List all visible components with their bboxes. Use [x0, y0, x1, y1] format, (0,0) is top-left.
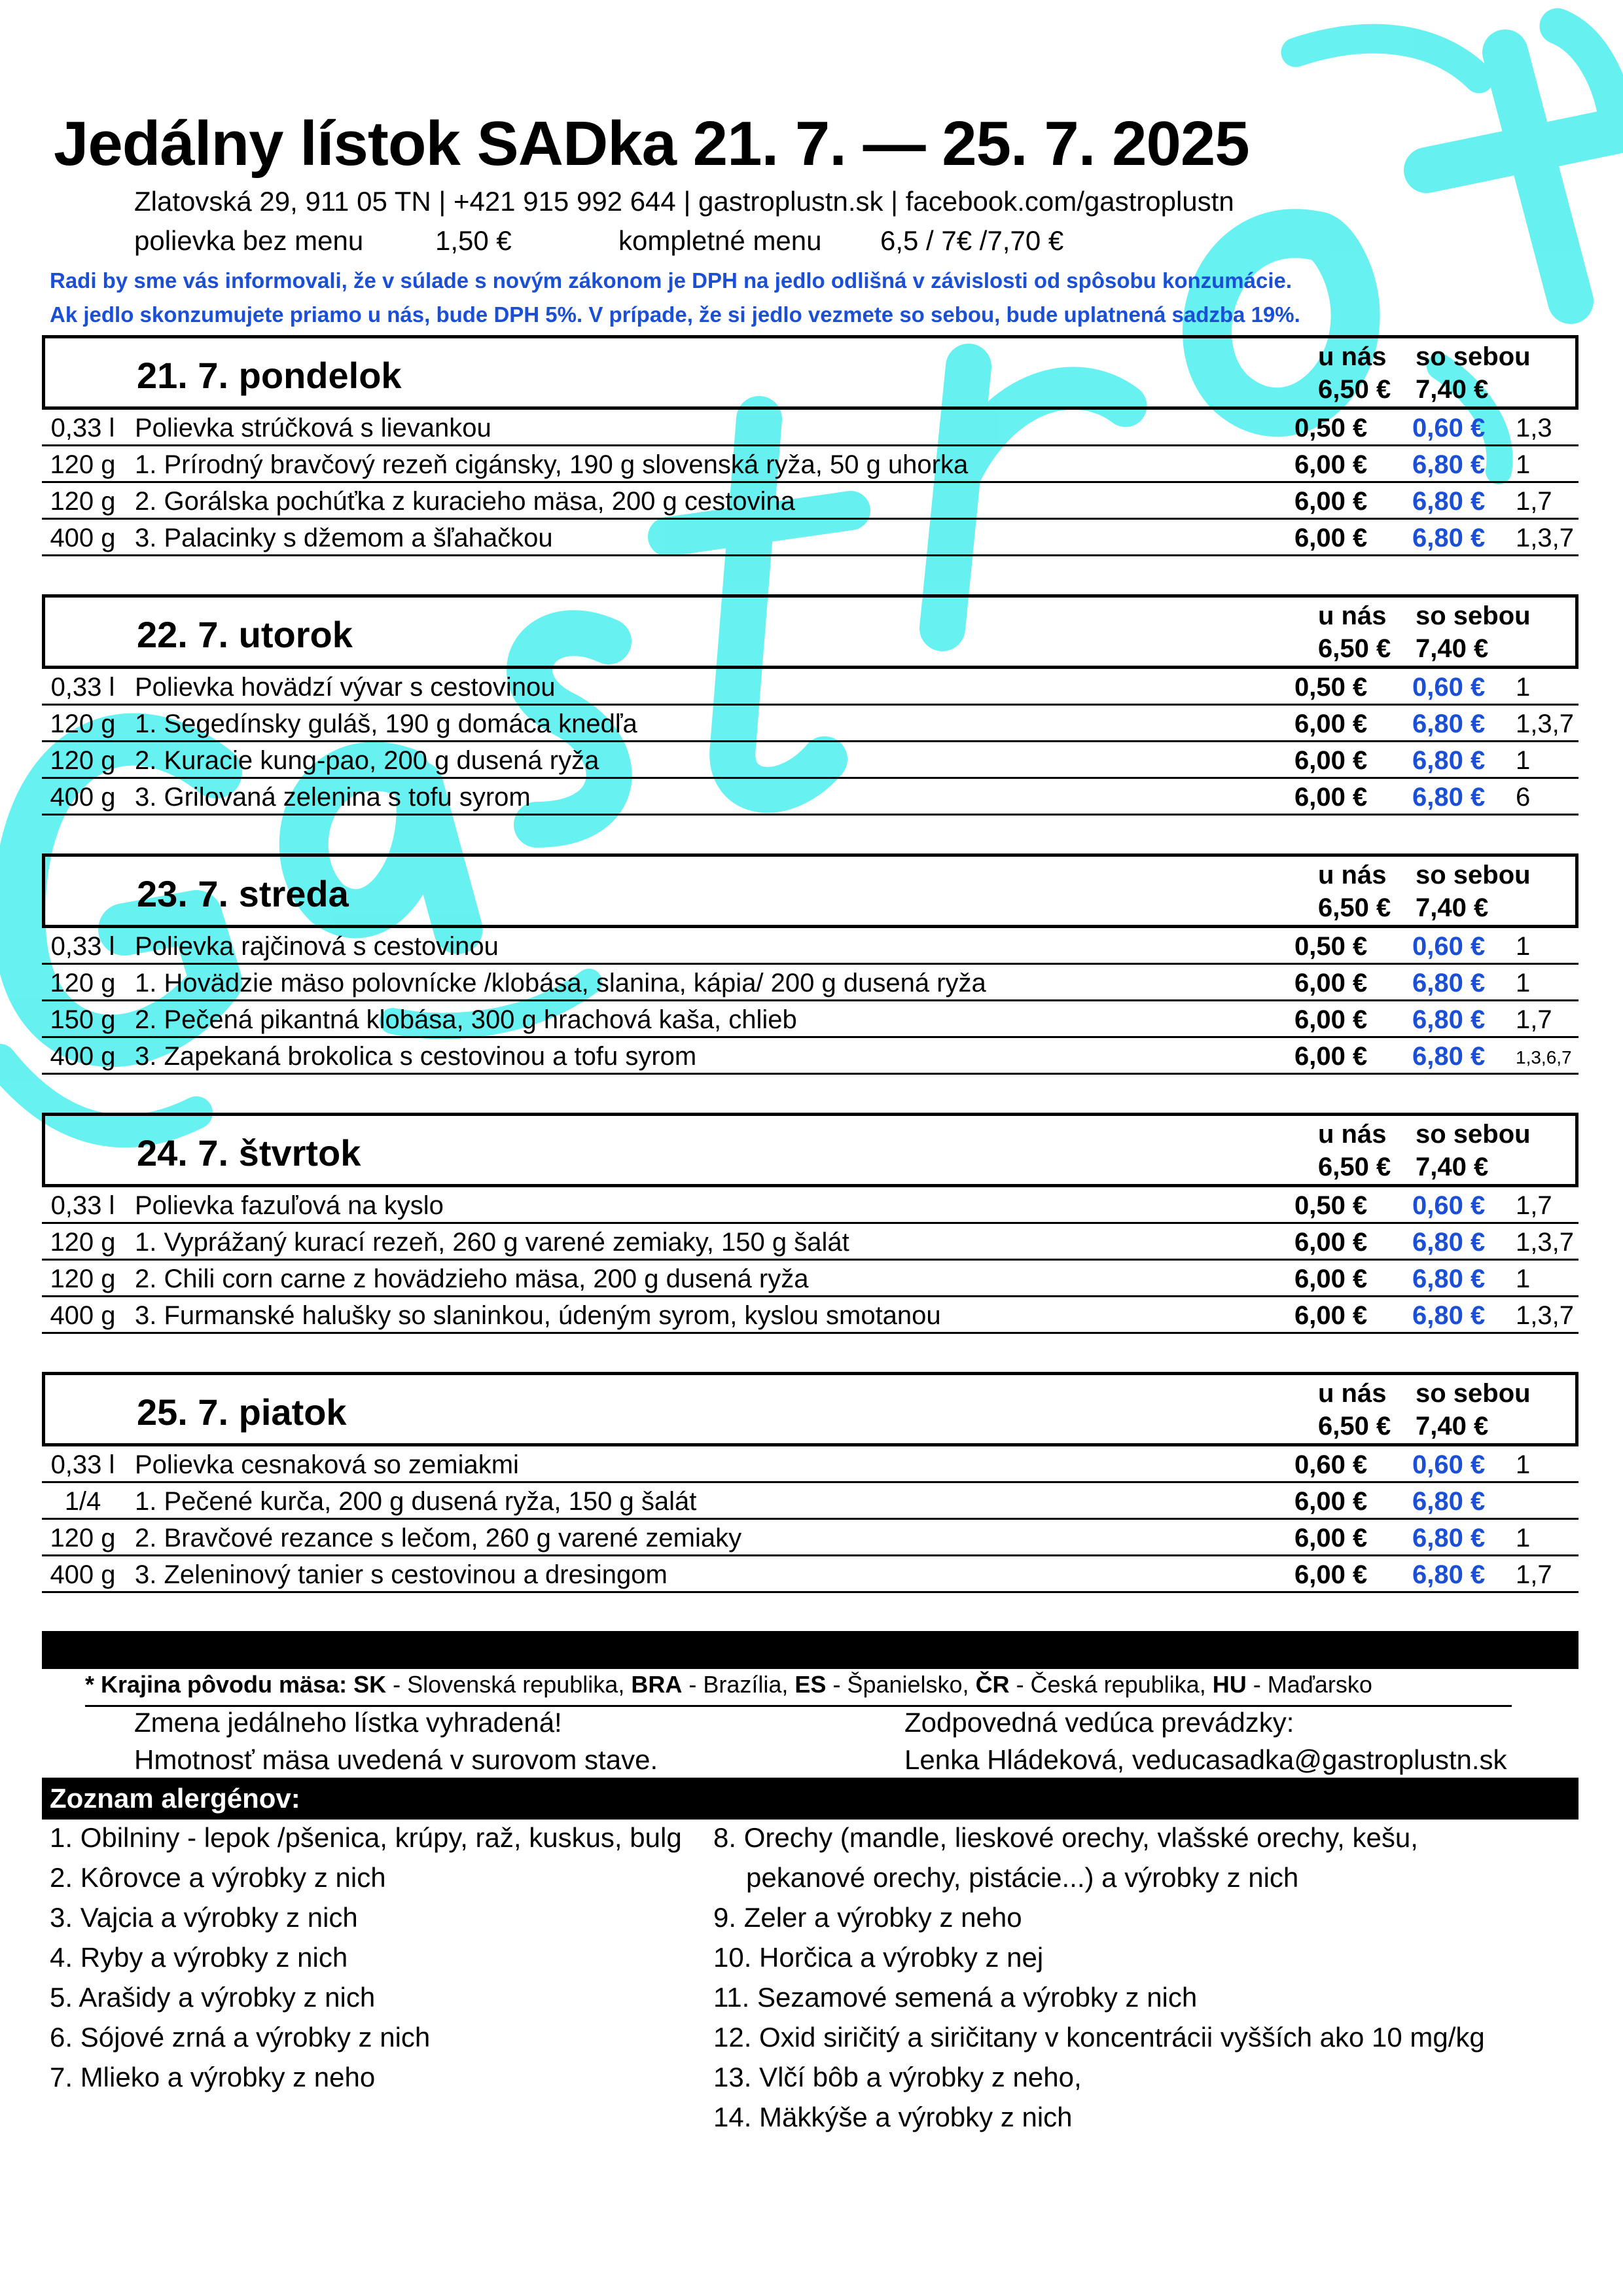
col-here-label: u nás [1318, 342, 1387, 371]
origin-sk-name: - Slovenská republika, [386, 1671, 625, 1698]
menu-price: 6,5 / 7€ /7,70 € [880, 225, 1064, 256]
dish-row [42, 1001, 1578, 1038]
allergen-item: 12. Oxid siričitý a siričitany v koncentrácii vyšších ako 10 mg/kg [713, 2022, 1485, 2053]
dish-quantity: 120 g [50, 709, 116, 738]
dish-quantity: 150 g [50, 1005, 116, 1034]
dish-quantity: 400 g [50, 524, 116, 552]
day-section [42, 1372, 1578, 1593]
allergen-codes: 1 [1516, 932, 1531, 961]
meat-origin-note [85, 1671, 1512, 1707]
allergen-item: 1. Obilniny - lepok /pšenica, krúpy, raž, kuskus, bulg [50, 1822, 682, 1853]
dish-row [42, 965, 1578, 1001]
price-togo: 6,80 € [1412, 746, 1486, 775]
day-header [42, 1372, 1578, 1446]
day-section [42, 1113, 1578, 1334]
origin-hu-name: - Maďarsko [1246, 1671, 1372, 1698]
price-togo: 6,80 € [1412, 487, 1486, 516]
dish-quantity: 400 g [50, 1560, 116, 1589]
day-header [42, 594, 1578, 669]
dish-quantity: 120 g [50, 487, 116, 516]
dish-quantity: 120 g [50, 746, 116, 775]
dish-name: Polievka fazuľová na kyslo [135, 1191, 444, 1220]
dish-name: 3. Palacinky s džemom a šľahačkou [135, 524, 553, 552]
menu-price-here: 6,50 € [1318, 375, 1391, 404]
dish-name: 3. Grilovaná zelenina s tofu syrom [135, 783, 531, 812]
price-togo: 6,80 € [1412, 1005, 1486, 1034]
dish-name: 2. Bravčové rezance s lečom, 260 g varené zemiaky [135, 1524, 742, 1552]
dish-row [42, 1483, 1578, 1520]
allergen-item: 2. Kôrovce a výrobky z nich [50, 1862, 386, 1893]
allergen-codes: 1,7 [1516, 1005, 1552, 1034]
allergen-codes: 1,3,7 [1516, 524, 1574, 552]
price-togo: 6,80 € [1412, 783, 1486, 812]
price-here: 6,00 € [1294, 1005, 1368, 1034]
price-togo: 6,80 € [1412, 1228, 1486, 1257]
dish-row [42, 1520, 1578, 1556]
page-title: Jedálny lístok SADka 21. 7. — 25. 7. 2025 [54, 109, 1249, 179]
allergen-item: 4. Ryby a výrobky z nich [50, 1942, 348, 1973]
dish-quantity: 0,33 l [50, 932, 115, 961]
price-here: 6,00 € [1294, 487, 1368, 516]
price-togo: 6,80 € [1412, 969, 1486, 997]
menu-price-here: 6,50 € [1318, 1153, 1391, 1181]
price-togo: 6,80 € [1412, 709, 1486, 738]
allergen-codes: 1,3,7 [1516, 1301, 1574, 1330]
dish-quantity: 0,33 l [50, 1191, 115, 1220]
dish-name: 3. Zapekaná brokolica s cestovinou a tofu syrom [135, 1042, 697, 1071]
allergen-item: 9. Zeler a výrobky z neho [713, 1902, 1022, 1933]
allergen-list-title: Zoznam alergénov: [50, 1783, 300, 1814]
dish-quantity: 0,33 l [50, 414, 115, 442]
origin-es-name: - Španielsko, [826, 1671, 969, 1698]
price-togo: 6,80 € [1412, 1301, 1486, 1330]
origin-bra-name: - Brazília, [682, 1671, 789, 1698]
allergen-codes: 1 [1516, 969, 1531, 997]
allergen-list-header [42, 1778, 1578, 1820]
soup-price: 1,50 € [435, 225, 512, 256]
allergen-item: 14. Mäkkýše a výrobky z nich [713, 2102, 1073, 2132]
price-here: 6,00 € [1294, 1265, 1368, 1293]
col-togo-label: so sebou [1416, 861, 1531, 889]
allergen-codes: 1,3,6,7 [1516, 1047, 1572, 1067]
dish-name: 1. Pečené kurča, 200 g dusená ryža, 150 g šalát [135, 1487, 697, 1516]
allergen-codes: 1 [1516, 1450, 1531, 1479]
dish-row [42, 410, 1578, 446]
col-here-label: u nás [1318, 1379, 1387, 1408]
price-togo: 0,60 € [1412, 414, 1486, 442]
allergen-item: 11. Sezamové semená a výrobky z nich [713, 1982, 1198, 2013]
footer-weight-note: Hmotnosť mäsa uvedená v surovom stave. [134, 1744, 658, 1775]
col-togo-label: so sebou [1416, 601, 1531, 630]
dish-name: 2. Gorálska pochúťka z kuracieho mäsa, 200 g cestovina [135, 487, 795, 516]
price-togo: 6,80 € [1412, 450, 1486, 479]
menu-price-here: 6,50 € [1318, 1412, 1391, 1441]
price-here: 6,00 € [1294, 1301, 1368, 1330]
footer-manager-label: Zodpovedná vedúca prevádzky: [904, 1707, 1294, 1738]
dish-quantity: 120 g [50, 450, 116, 479]
dish-row [42, 779, 1578, 816]
price-here: 0,50 € [1294, 932, 1368, 961]
allergen-item: 7. Mlieko a výrobky z neho [50, 2062, 376, 2092]
menu-price-here: 6,50 € [1318, 893, 1391, 922]
price-here: 6,00 € [1294, 1487, 1368, 1516]
footer-manager-contact: Lenka Hládeková, veducasadka@gastroplustn.sk [904, 1744, 1507, 1775]
day-section [42, 594, 1578, 816]
dish-quantity: 0,33 l [50, 673, 115, 702]
origin-prefix: * Krajina pôvodu mäsa: [85, 1671, 348, 1698]
dish-quantity: 400 g [50, 783, 116, 812]
allergen-item: pekanové orechy, pistácie...) a výrobky z nich [746, 1862, 1299, 1893]
dish-row [42, 1224, 1578, 1261]
price-togo: 0,60 € [1412, 932, 1486, 961]
dish-row [42, 520, 1578, 556]
dish-name: 1. Prírodný bravčový rezeň cigánsky, 190 g slovenská ryža, 50 g uhorka [135, 450, 969, 479]
col-togo-label: so sebou [1416, 342, 1531, 371]
day-header [42, 1113, 1578, 1187]
dish-quantity: 400 g [50, 1042, 116, 1071]
day-header [42, 335, 1578, 410]
dish-name: Polievka strúčková s lievankou [135, 414, 491, 442]
allergen-codes: 1 [1516, 746, 1531, 775]
allergen-item: 5. Arašidy a výrobky z nich [50, 1982, 376, 2013]
price-here: 6,00 € [1294, 969, 1368, 997]
menu-price-togo: 7,40 € [1416, 634, 1489, 663]
day-header [42, 853, 1578, 928]
price-here: 0,50 € [1294, 673, 1368, 702]
col-here-label: u nás [1318, 601, 1387, 630]
dish-row [42, 446, 1578, 483]
dish-name: 2. Chili corn carne z hovädzieho mäsa, 200 g dusená ryža [135, 1265, 809, 1293]
allergen-item: 8. Orechy (mandle, lieskové orechy, vlašské orechy, kešu, [713, 1822, 1418, 1853]
price-here: 6,00 € [1294, 709, 1368, 738]
menu-price-togo: 7,40 € [1416, 1153, 1489, 1181]
dish-quantity: 1/4 [64, 1487, 101, 1516]
price-here: 6,00 € [1294, 524, 1368, 552]
dish-row [42, 669, 1578, 706]
allergen-codes: 1,3,7 [1516, 1228, 1574, 1257]
allergen-codes: 1,7 [1516, 487, 1552, 516]
dish-row [42, 1556, 1578, 1593]
dish-row [42, 706, 1578, 742]
price-here: 6,00 € [1294, 450, 1368, 479]
price-here: 6,00 € [1294, 1560, 1368, 1589]
price-here: 6,00 € [1294, 746, 1368, 775]
dish-name: Polievka hovädzí vývar s cestovinou [135, 673, 556, 702]
allergen-codes: 1 [1516, 673, 1531, 702]
allergen-codes: 1 [1516, 450, 1531, 479]
allergen-codes: 6 [1516, 783, 1531, 812]
menu-price-togo: 7,40 € [1416, 893, 1489, 922]
dish-row [42, 1038, 1578, 1075]
day-title: 24. 7. štvrtok [137, 1132, 361, 1174]
allergen-item: 3. Vajcia a výrobky z nich [50, 1902, 358, 1933]
price-here: 6,00 € [1294, 1042, 1368, 1071]
dish-row [42, 1187, 1578, 1224]
col-togo-label: so sebou [1416, 1379, 1531, 1408]
footer-change-note: Zmena jedálneho lístka vyhradená! [134, 1707, 562, 1738]
price-here: 6,00 € [1294, 1228, 1368, 1257]
price-here: 0,60 € [1294, 1450, 1368, 1479]
dish-quantity: 120 g [50, 1524, 116, 1552]
menu-price-togo: 7,40 € [1416, 375, 1489, 404]
dish-row [42, 928, 1578, 965]
allergen-codes: 1 [1516, 1265, 1531, 1293]
price-togo: 6,80 € [1412, 1265, 1486, 1293]
vat-notice-2: Ak jedlo skonzumujete priamo u nás, bude DPH 5%. V prípade, že si jedlo vezmete so sebou, bude uplatnená sadzba 19%. [50, 302, 1300, 327]
col-togo-label: so sebou [1416, 1120, 1531, 1149]
price-togo: 6,80 € [1412, 1560, 1486, 1589]
menu-price-here: 6,50 € [1318, 634, 1391, 663]
menu-price-togo: 7,40 € [1416, 1412, 1489, 1441]
price-togo: 6,80 € [1412, 524, 1486, 552]
dish-name: 3. Zeleninový tanier s cestovinou a dresingom [135, 1560, 668, 1589]
dish-name: Polievka cesnaková so zemiakmi [135, 1450, 519, 1479]
price-togo: 6,80 € [1412, 1524, 1486, 1552]
allergen-item: 13. Vlčí bôb a výrobky z neho, [713, 2062, 1082, 2092]
price-here: 0,50 € [1294, 414, 1368, 442]
allergen-codes: 1,7 [1516, 1191, 1552, 1220]
dish-name: 1. Hovädzie mäso polovnícke /klobása, slanina, kápia/ 200 g dusená ryža [135, 969, 986, 997]
day-title: 21. 7. pondelok [137, 355, 402, 396]
dish-row [42, 1446, 1578, 1483]
origin-cr-name: - Česká republika, [1009, 1671, 1206, 1698]
dish-quantity: 0,33 l [50, 1450, 115, 1479]
price-togo: 0,60 € [1412, 1191, 1486, 1220]
origin-cr-code: ČR [975, 1671, 1010, 1698]
dish-quantity: 120 g [50, 969, 116, 997]
dish-row [42, 1261, 1578, 1297]
contact-info: Zlatovská 29, 911 05 TN | +421 915 992 644 | gastroplustn.sk | facebook.com/gastroplustn [134, 186, 1234, 217]
allergen-codes: 1,7 [1516, 1560, 1552, 1589]
allergen-codes: 1,3,7 [1516, 709, 1574, 738]
dish-name: Polievka rajčinová s cestovinou [135, 932, 499, 961]
menu-label: kompletné menu [618, 225, 822, 256]
col-here-label: u nás [1318, 1120, 1387, 1149]
allergen-item: 10. Horčica a výrobky z nej [713, 1942, 1044, 1973]
origin-bra-code: BRA [631, 1671, 683, 1698]
day-title: 22. 7. utorok [137, 614, 353, 655]
soup-label: polievka bez menu [134, 225, 364, 256]
price-here: 6,00 € [1294, 1524, 1368, 1552]
origin-sk-code: SK [353, 1671, 387, 1698]
price-togo: 0,60 € [1412, 673, 1486, 702]
col-here-label: u nás [1318, 861, 1387, 889]
dish-quantity: 400 g [50, 1301, 116, 1330]
dish-name: 1. Segedínsky guláš, 190 g domáca knedľa [135, 709, 637, 738]
allergen-codes: 1 [1516, 1524, 1531, 1552]
day-title: 25. 7. piatok [137, 1391, 347, 1433]
black-separator [42, 1631, 1578, 1669]
dish-name: 2. Kuracie kung-pao, 200 g dusená ryža [135, 746, 599, 775]
price-togo: 6,80 € [1412, 1487, 1486, 1516]
price-here: 0,50 € [1294, 1191, 1368, 1220]
dish-row [42, 483, 1578, 520]
day-section [42, 853, 1578, 1075]
price-togo: 6,80 € [1412, 1042, 1486, 1071]
dish-name: 2. Pečená pikantná klobása, 300 g hrachová kaša, chlieb [135, 1005, 797, 1034]
origin-hu-code: HU [1212, 1671, 1247, 1698]
dish-name: 1. Vyprážaný kurací rezeň, 260 g varené zemiaky, 150 g šalát [135, 1228, 849, 1257]
vat-notice-1: Radi by sme vás informovali, že v súlade s novým zákonom je DPH na jedlo odlišná v závislosti od spôsobu konzumácie. [50, 268, 1293, 293]
dish-quantity: 120 g [50, 1265, 116, 1293]
day-title: 23. 7. streda [137, 873, 349, 914]
dish-quantity: 120 g [50, 1228, 116, 1257]
allergen-item: 6. Sójové zrná a výrobky z nich [50, 2022, 431, 2053]
price-togo: 0,60 € [1412, 1450, 1486, 1479]
price-here: 6,00 € [1294, 783, 1368, 812]
dish-name: 3. Furmanské halušky so slaninkou, údeným syrom, kyslou smotanou [135, 1301, 941, 1330]
dish-row [42, 742, 1578, 779]
allergen-codes: 1,3 [1516, 414, 1552, 442]
day-section [42, 335, 1578, 556]
dish-row [42, 1297, 1578, 1334]
origin-es-code: ES [794, 1671, 827, 1698]
